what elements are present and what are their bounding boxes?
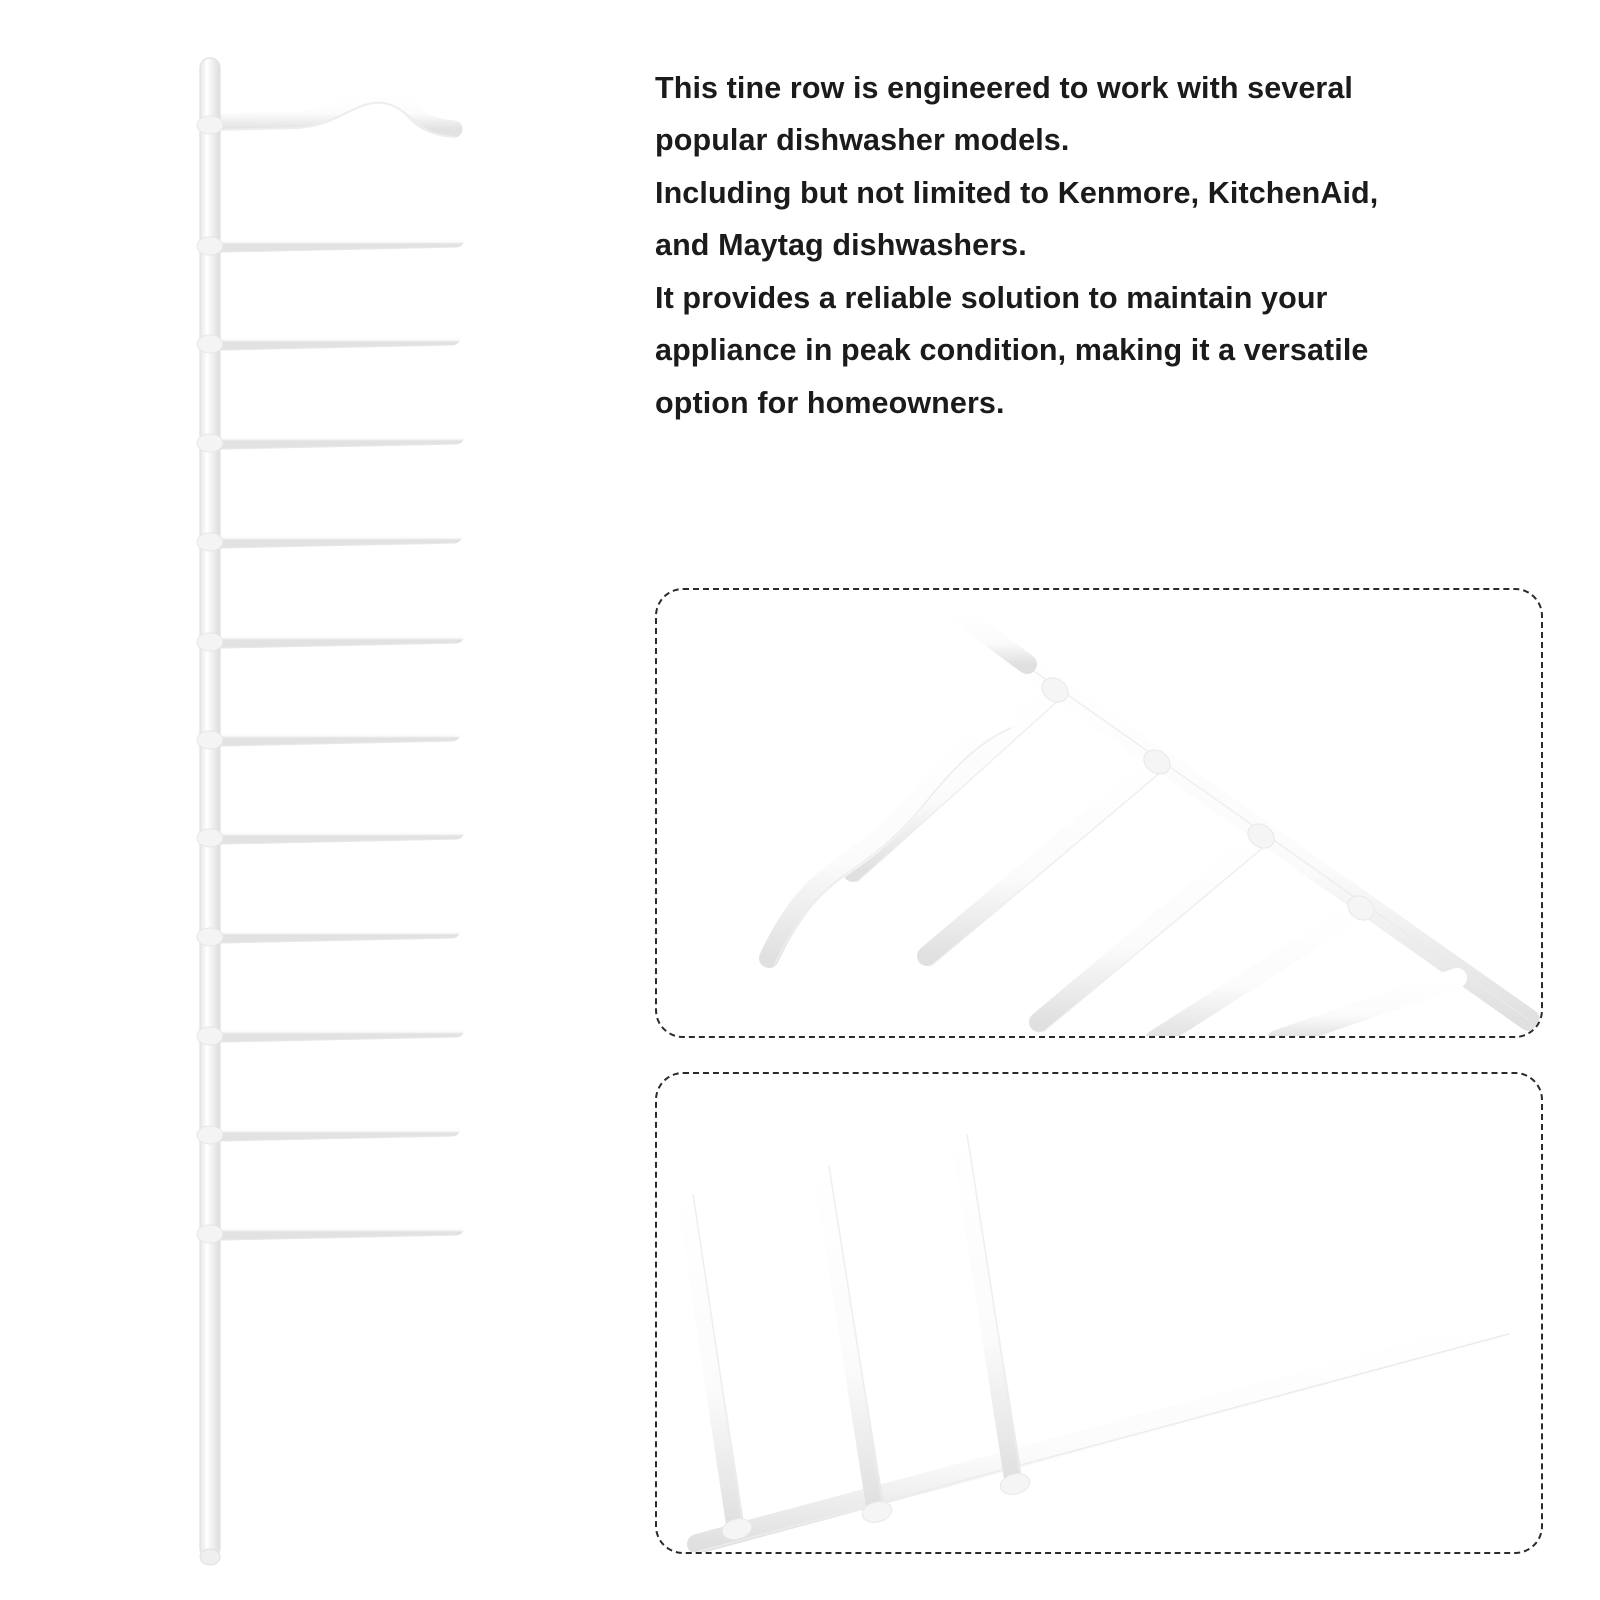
description-line: Including but not limited to Kenmore, KitchenAid, — [655, 175, 1379, 210]
description-line: It provides a reliable solution to maintain your — [655, 280, 1328, 315]
tine-bars — [853, 690, 1457, 1036]
product-description — [655, 62, 1545, 429]
description-line: appliance in peak condition, making it a versatile — [655, 333, 1369, 368]
tine-spine — [200, 58, 220, 1558]
tine-row-angled-tines-closeup — [657, 1074, 1541, 1552]
detail-panel-top — [655, 588, 1543, 1038]
description-line: popular dishwasher models. — [655, 123, 1070, 158]
tine-row-illustration — [150, 30, 570, 1590]
detail-panel-bottom — [655, 1072, 1543, 1554]
base-bar — [697, 1326, 1509, 1544]
description-line: and Maytag dishwashers. — [655, 228, 1027, 263]
tine-row-hook-end-closeup — [657, 590, 1541, 1036]
description-line: This tine row is engineered to work with several — [655, 71, 1354, 105]
description-line: option for homeowners. — [655, 385, 1005, 420]
top-stub — [957, 612, 1027, 664]
product-main-image — [150, 30, 570, 1590]
